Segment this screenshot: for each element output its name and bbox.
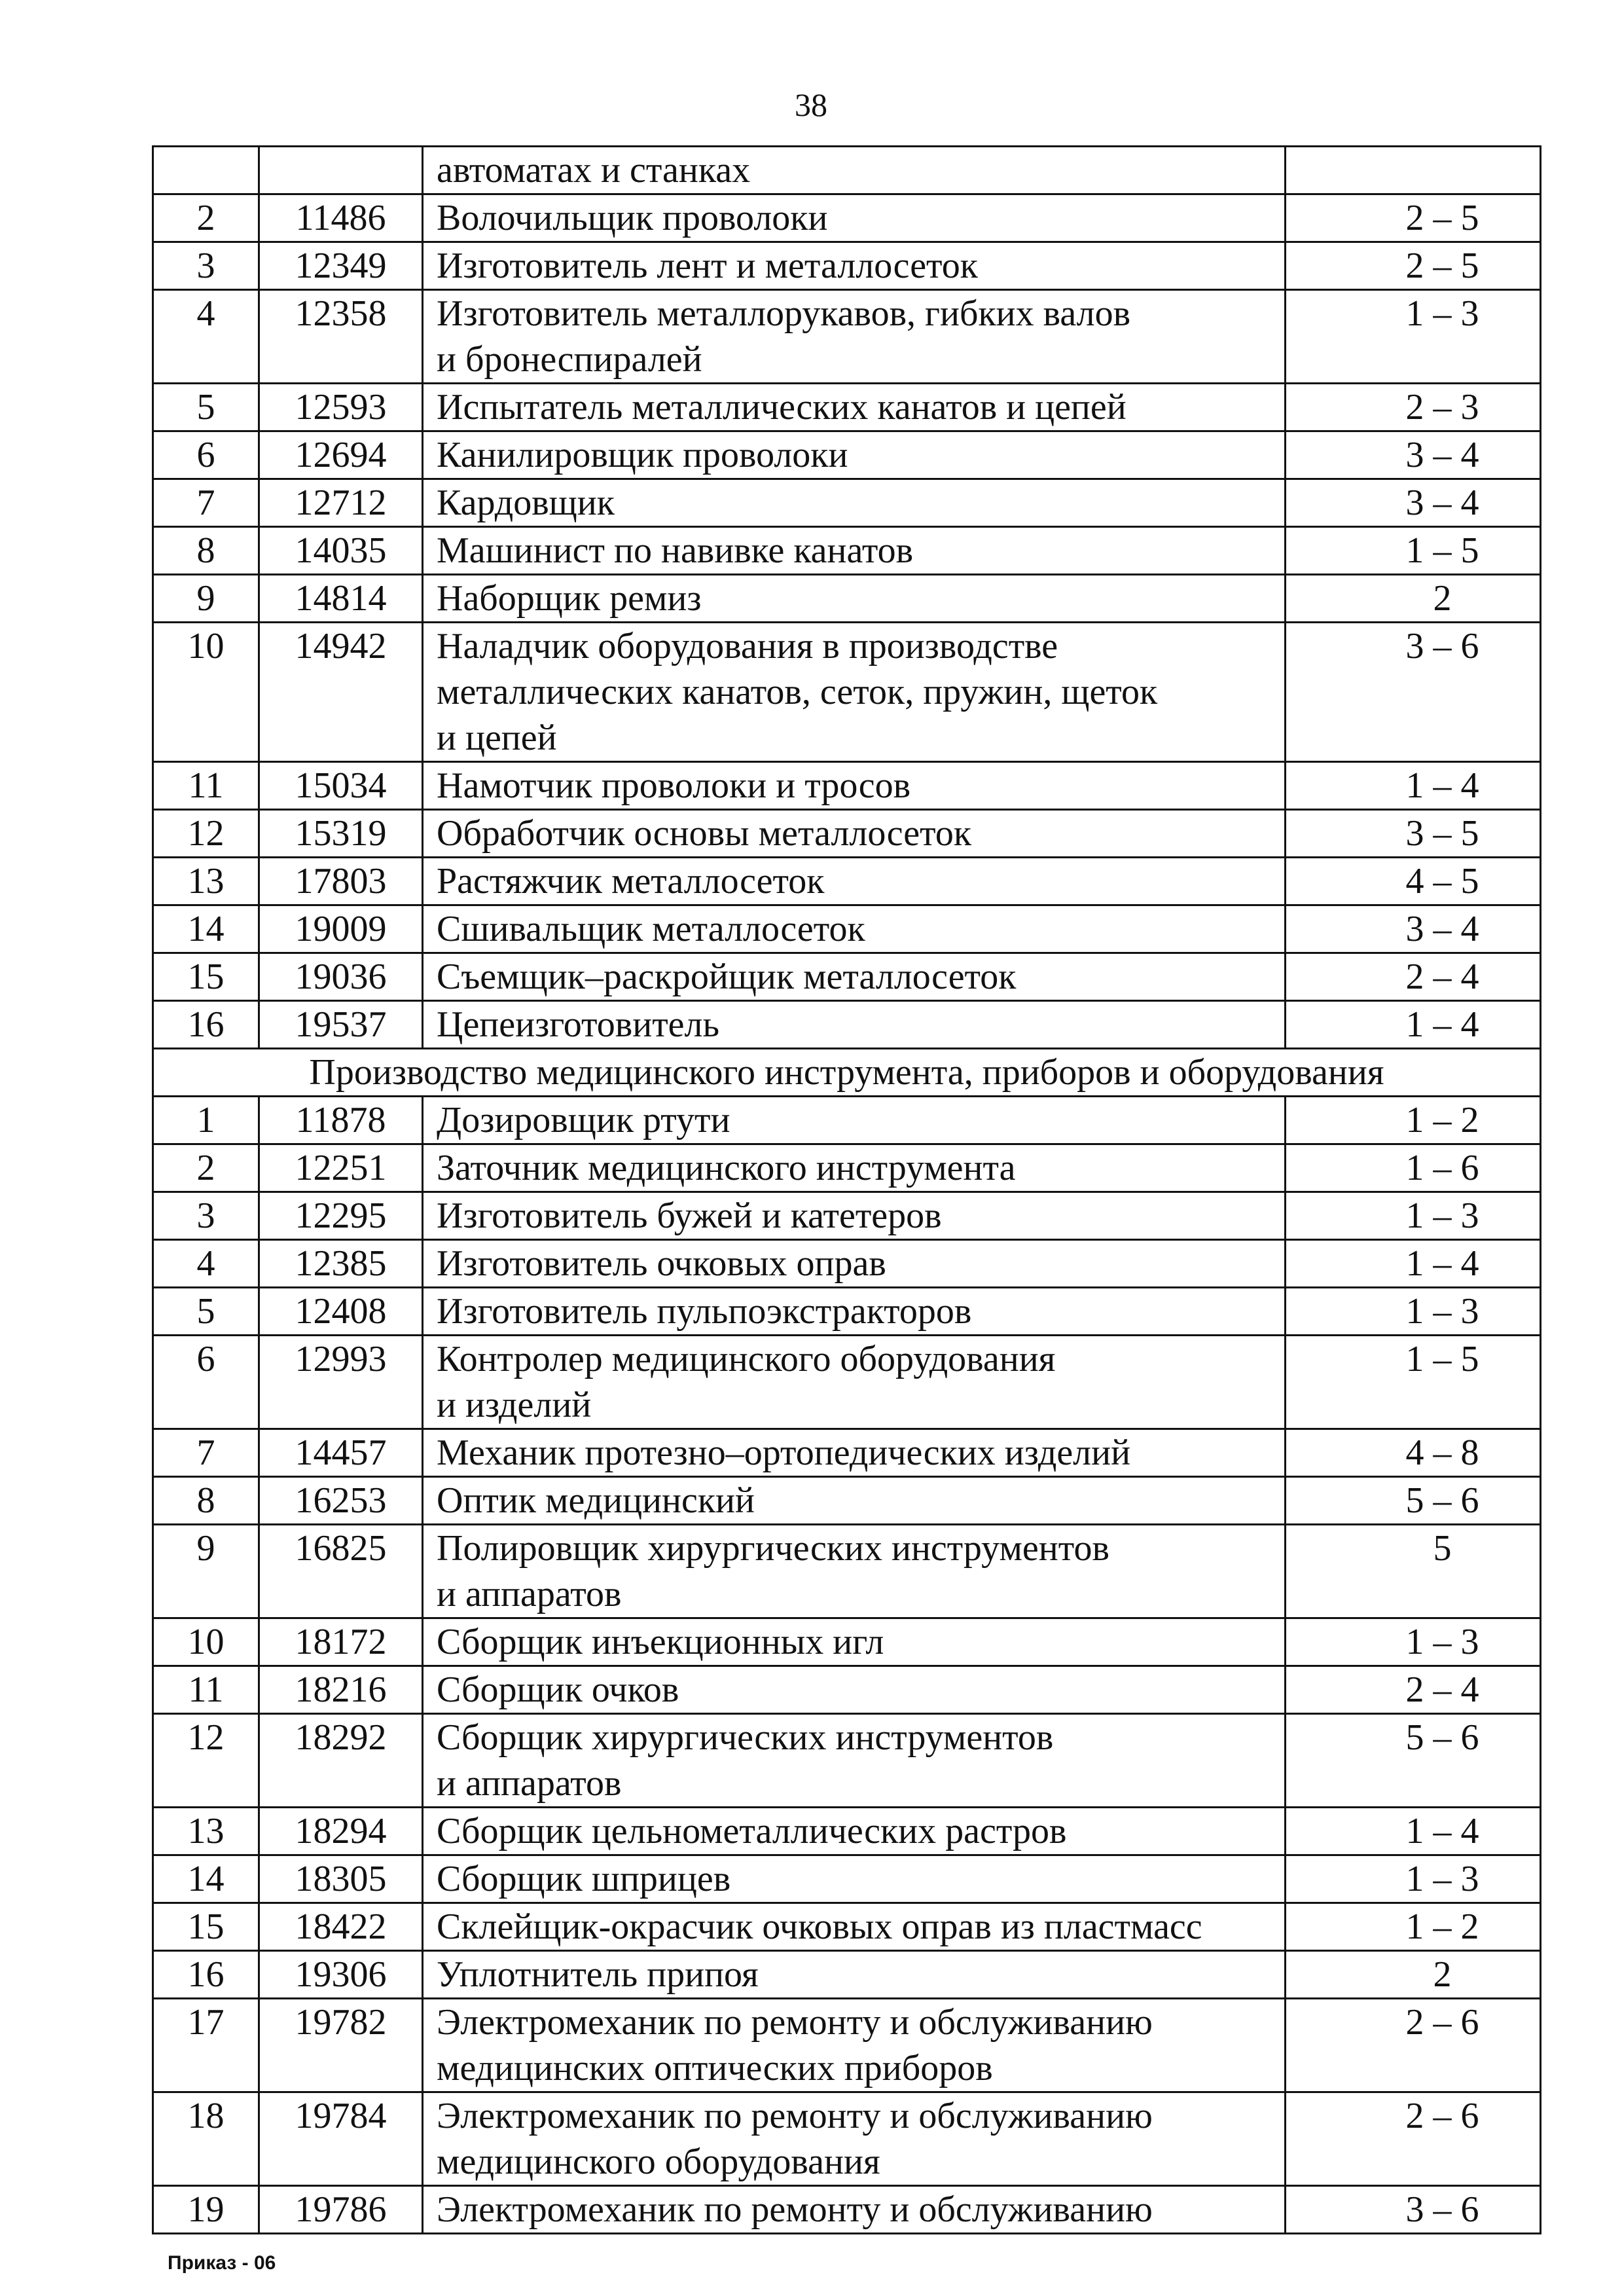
code-cell: 12593	[259, 384, 423, 431]
category-cell	[1286, 147, 1541, 194]
row-number-cell: 16	[153, 1001, 259, 1049]
row-number-cell: 14	[153, 905, 259, 953]
profession-name-cell: Канилировщик проволоки	[423, 431, 1286, 479]
row-number-cell: 10	[153, 1618, 259, 1666]
table-row	[153, 623, 1541, 762]
table-row	[153, 953, 1541, 1001]
category-cell: 2 – 4	[1286, 953, 1541, 1001]
profession-name-cell: Наладчик оборудования в производстве металлических канатов, сеток, пружин, щеток и цепей	[423, 623, 1286, 762]
section-header-row	[153, 1049, 1541, 1097]
category-cell: 3 – 4	[1286, 431, 1541, 479]
category-cell: 2 – 4	[1286, 1666, 1541, 1714]
table-row	[153, 1714, 1541, 1808]
table-row	[153, 1001, 1541, 1049]
code-cell: 19036	[259, 953, 423, 1001]
table-row	[153, 1855, 1541, 1903]
profession-name-cell: Электромеханик по ремонту и обслуживанию	[423, 2186, 1286, 2234]
row-number-cell: 8	[153, 527, 259, 575]
table-row	[153, 905, 1541, 953]
row-number-cell: 11	[153, 762, 259, 810]
code-cell: 19784	[259, 2092, 423, 2186]
code-cell: 14814	[259, 575, 423, 623]
row-number-cell: 12	[153, 810, 259, 858]
code-cell: 14035	[259, 527, 423, 575]
table-row	[153, 2186, 1541, 2234]
table-row	[153, 1336, 1541, 1429]
code-cell: 12694	[259, 431, 423, 479]
code-cell: 19009	[259, 905, 423, 953]
table-row	[153, 1097, 1541, 1144]
row-number-cell: 11	[153, 1666, 259, 1714]
code-cell: 18172	[259, 1618, 423, 1666]
category-cell: 1 – 3	[1286, 1192, 1541, 1240]
profession-name-cell: Дозировщик ртути	[423, 1097, 1286, 1144]
category-cell: 3 – 4	[1286, 479, 1541, 527]
category-cell: 4 – 8	[1286, 1429, 1541, 1477]
row-number-cell: 2	[153, 1144, 259, 1192]
professions-table	[152, 145, 1541, 2234]
table-row	[153, 1525, 1541, 1618]
profession-name-cell: Контролер медицинского оборудования и изделий	[423, 1336, 1286, 1429]
row-number-cell: 7	[153, 1429, 259, 1477]
profession-name-cell: Изготовитель пульпоэкстракторов	[423, 1288, 1286, 1336]
category-cell: 2 – 5	[1286, 242, 1541, 290]
category-cell: 5 – 6	[1286, 1714, 1541, 1808]
code-cell: 19537	[259, 1001, 423, 1049]
code-cell: 18216	[259, 1666, 423, 1714]
code-cell	[259, 147, 423, 194]
profession-name-cell: Сборщик цельнометаллических растров	[423, 1808, 1286, 1855]
category-cell: 3 – 6	[1286, 2186, 1541, 2234]
table-row	[153, 147, 1541, 194]
code-cell: 18292	[259, 1714, 423, 1808]
row-number-cell: 4	[153, 290, 259, 384]
row-number-cell: 5	[153, 384, 259, 431]
code-cell: 18305	[259, 1855, 423, 1903]
category-cell: 1 – 4	[1286, 1001, 1541, 1049]
category-cell: 1 – 4	[1286, 1240, 1541, 1288]
code-cell: 12295	[259, 1192, 423, 1240]
profession-name-cell: Изготовитель лент и металлосеток	[423, 242, 1286, 290]
code-cell: 18294	[259, 1808, 423, 1855]
code-cell: 16825	[259, 1525, 423, 1618]
profession-name-cell: Полировщик хирургических инструментов и аппаратов	[423, 1525, 1286, 1618]
profession-name-cell: Склейщик-окрасчик очковых оправ из пластмасс	[423, 1903, 1286, 1951]
category-cell: 2 – 6	[1286, 1999, 1541, 2092]
code-cell: 11486	[259, 194, 423, 242]
row-number-cell: 13	[153, 858, 259, 905]
table-row	[153, 1288, 1541, 1336]
row-number-cell: 6	[153, 431, 259, 479]
row-number-cell	[153, 147, 259, 194]
profession-name-cell: Кардовщик	[423, 479, 1286, 527]
row-number-cell: 7	[153, 479, 259, 527]
table-row	[153, 858, 1541, 905]
code-cell: 17803	[259, 858, 423, 905]
section-title: Производство медицинского инструмента, приборов и оборудования	[153, 1049, 1541, 1097]
category-cell: 1 – 5	[1286, 527, 1541, 575]
page-number: 38	[795, 86, 827, 123]
category-cell: 3 – 4	[1286, 905, 1541, 953]
profession-name-cell: Намотчик проволоки и тросов	[423, 762, 1286, 810]
profession-name-cell: Электромеханик по ремонту и обслуживанию медицинского оборудования	[423, 2092, 1286, 2186]
row-number-cell: 15	[153, 1903, 259, 1951]
category-cell: 1 – 2	[1286, 1097, 1541, 1144]
profession-name-cell: Цепеизготовитель	[423, 1001, 1286, 1049]
category-cell: 4 – 5	[1286, 858, 1541, 905]
code-cell: 14942	[259, 623, 423, 762]
category-cell: 2 – 5	[1286, 194, 1541, 242]
category-cell: 1 – 3	[1286, 1288, 1541, 1336]
row-number-cell: 4	[153, 1240, 259, 1288]
row-number-cell: 5	[153, 1288, 259, 1336]
row-number-cell: 6	[153, 1336, 259, 1429]
table-row	[153, 1666, 1541, 1714]
table-row	[153, 1903, 1541, 1951]
table-row	[153, 1192, 1541, 1240]
code-cell: 19306	[259, 1951, 423, 1999]
table-row	[153, 384, 1541, 431]
profession-name-cell: Съемщик–раскройщик металлосеток	[423, 953, 1286, 1001]
code-cell: 19786	[259, 2186, 423, 2234]
table-row	[153, 290, 1541, 384]
table-row	[153, 479, 1541, 527]
profession-name-cell: Машинист по навивке канатов	[423, 527, 1286, 575]
row-number-cell: 3	[153, 242, 259, 290]
row-number-cell: 8	[153, 1477, 259, 1525]
profession-name-cell: Изготовитель бужей и катетеров	[423, 1192, 1286, 1240]
profession-name-cell: Испытатель металлических канатов и цепей	[423, 384, 1286, 431]
code-cell: 12408	[259, 1288, 423, 1336]
category-cell: 1 – 4	[1286, 762, 1541, 810]
profession-name-cell: Волочильщик проволоки	[423, 194, 1286, 242]
row-number-cell: 15	[153, 953, 259, 1001]
code-cell: 12349	[259, 242, 423, 290]
table-row	[153, 1429, 1541, 1477]
profession-name-cell: автоматах и станках	[423, 147, 1286, 194]
profession-name-cell: Сборщик хирургических инструментов и аппаратов	[423, 1714, 1286, 1808]
profession-name-cell: Изготовитель очковых оправ	[423, 1240, 1286, 1288]
profession-name-cell: Наборщик ремиз	[423, 575, 1286, 623]
row-number-cell: 17	[153, 1999, 259, 2092]
code-cell: 18422	[259, 1903, 423, 1951]
row-number-cell: 18	[153, 2092, 259, 2186]
category-cell: 1 – 4	[1286, 1808, 1541, 1855]
profession-name-cell: Заточник медицинского инструмента	[423, 1144, 1286, 1192]
table-row	[153, 1999, 1541, 2092]
profession-name-cell: Сборщик инъекционных игл	[423, 1618, 1286, 1666]
table-row	[153, 431, 1541, 479]
profession-name-cell: Изготовитель металлорукавов, гибких валов и бронеспиралей	[423, 290, 1286, 384]
code-cell: 11878	[259, 1097, 423, 1144]
profession-name-cell: Механик протезно–ортопедических изделий	[423, 1429, 1286, 1477]
footer-label: Приказ - 06	[168, 2252, 276, 2274]
category-cell: 1 – 5	[1286, 1336, 1541, 1429]
code-cell: 12385	[259, 1240, 423, 1288]
table-row	[153, 1618, 1541, 1666]
category-cell: 1 – 6	[1286, 1144, 1541, 1192]
category-cell: 3 – 5	[1286, 810, 1541, 858]
category-cell: 5	[1286, 1525, 1541, 1618]
row-number-cell: 14	[153, 1855, 259, 1903]
code-cell: 14457	[259, 1429, 423, 1477]
table-row	[153, 242, 1541, 290]
row-number-cell: 19	[153, 2186, 259, 2234]
table-row	[153, 194, 1541, 242]
profession-name-cell: Электромеханик по ремонту и обслуживанию медицинских оптических приборов	[423, 1999, 1286, 2092]
row-number-cell: 9	[153, 1525, 259, 1618]
row-number-cell: 13	[153, 1808, 259, 1855]
category-cell: 1 – 3	[1286, 290, 1541, 384]
category-cell: 1 – 2	[1286, 1903, 1541, 1951]
row-number-cell: 10	[153, 623, 259, 762]
row-number-cell: 12	[153, 1714, 259, 1808]
row-number-cell: 3	[153, 1192, 259, 1240]
code-cell: 12712	[259, 479, 423, 527]
profession-name-cell: Сшивальщик металлосеток	[423, 905, 1286, 953]
category-cell: 3 – 6	[1286, 623, 1541, 762]
code-cell: 12251	[259, 1144, 423, 1192]
category-cell: 5 – 6	[1286, 1477, 1541, 1525]
category-cell: 2 – 6	[1286, 2092, 1541, 2186]
profession-name-cell: Сборщик шприцев	[423, 1855, 1286, 1903]
code-cell: 16253	[259, 1477, 423, 1525]
row-number-cell: 2	[153, 194, 259, 242]
code-cell: 15319	[259, 810, 423, 858]
profession-name-cell: Растяжчик металлосеток	[423, 858, 1286, 905]
table-row	[153, 762, 1541, 810]
row-number-cell: 9	[153, 575, 259, 623]
category-cell: 2 – 3	[1286, 384, 1541, 431]
table-row	[153, 1477, 1541, 1525]
code-cell: 12993	[259, 1336, 423, 1429]
table-row	[153, 1951, 1541, 1999]
table-row	[153, 2092, 1541, 2186]
profession-name-cell: Обработчик основы металлосеток	[423, 810, 1286, 858]
category-cell: 1 – 3	[1286, 1618, 1541, 1666]
category-cell: 1 – 3	[1286, 1855, 1541, 1903]
row-number-cell: 16	[153, 1951, 259, 1999]
category-cell: 2	[1286, 1951, 1541, 1999]
table-row	[153, 810, 1541, 858]
profession-name-cell: Оптик медицинский	[423, 1477, 1286, 1525]
table-row	[153, 1808, 1541, 1855]
table-row	[153, 1144, 1541, 1192]
code-cell: 12358	[259, 290, 423, 384]
table-row	[153, 527, 1541, 575]
category-cell: 2	[1286, 575, 1541, 623]
code-cell: 19782	[259, 1999, 423, 2092]
table-row	[153, 575, 1541, 623]
code-cell: 15034	[259, 762, 423, 810]
profession-name-cell: Уплотнитель припоя	[423, 1951, 1286, 1999]
row-number-cell: 1	[153, 1097, 259, 1144]
table-row	[153, 1240, 1541, 1288]
profession-name-cell: Сборщик очков	[423, 1666, 1286, 1714]
professions-table-body	[153, 147, 1541, 2234]
